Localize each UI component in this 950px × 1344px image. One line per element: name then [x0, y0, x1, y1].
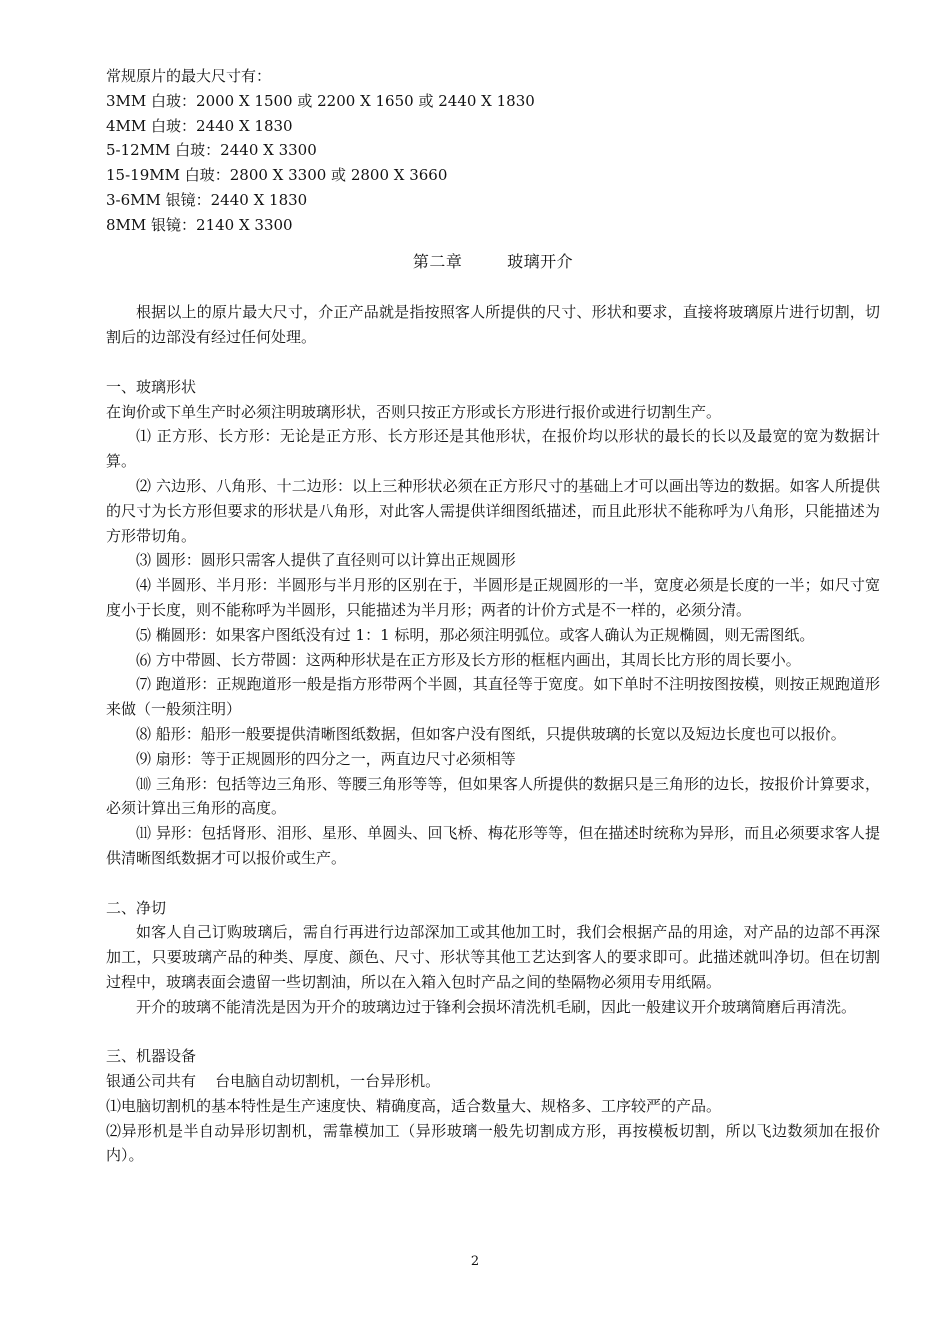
size-line: 5-12MM 白玻：2440 X 3300 — [106, 141, 317, 160]
size-line: 4MM 白玻：2440 X 1830 — [106, 116, 293, 135]
shape-item: ⑺ 跑道形：正规跑道形一般是指方形带两个半圆，其直径等于宽度。如下单时不注明按图按模，则按正规跑道形来做（一般须注明） — [106, 675, 880, 719]
size-line: 15-19MM 白玻：2800 X 3300 或 2800 X 3660 — [106, 166, 448, 185]
chapter-title: 第二章 玻璃开介 — [412, 251, 574, 271]
section-line: ⑵异形机是半自动异形切割机，需靠模加工（异形玻璃一般先切割成方形，再按模板切割，所以飞边数须加在报价内）。 — [106, 1121, 880, 1165]
shape-item: ⑶ 圆形：圆形只需客人提供了直径则可以计算出正规圆形 — [136, 551, 516, 570]
page-number: 2 — [470, 1254, 480, 1269]
shape-item: ⑽ 三角形：包括等边三角形、等腰三角形等等，但如果客人所提供的数据只是三角形的边长，按报价计算要求，必须计算出三角形的高度。 — [106, 774, 880, 818]
shape-item: ⑷ 半圆形、半月形：半圆形与半月形的区别在于，半圆形是正规圆形的一半，宽度必须是长度的一半；如尺寸宽度小于长度，则不能称呼为半圆形，只能描述为半月形；两者的计价方式是不一样的，必须分清。 — [106, 576, 880, 619]
section-heading: 二、净切 — [106, 898, 167, 917]
size-line: 8MM 银镜：2140 X 3300 — [106, 215, 293, 234]
section-glass-shapes — [106, 375, 880, 871]
shape-item: ⑴ 正方形、长方形：无论是正方形、长方形还是其他形状，在报价均以形状的最长的长以及最宽的宽为数据计算。 — [106, 427, 880, 471]
sizes-intro: 常规原片的最大尺寸有： — [106, 67, 272, 85]
section-paragraph: 开介的玻璃不能清洗是因为开介的玻璃边过于锋利会损坏清洗机毛刷，因此一般建议开介玻璃简磨后再清洗。 — [136, 997, 857, 1016]
section-paragraph: 如客人自己订购玻璃后，需自行再进行边部深加工或其他加工时，我们会根据产品的用途，对产品的边部不再深加工，只要玻璃产品的种类、厚度、颜色、尺寸、形状等其他工艺达到客人的要求即可。此描述就叫净切。但在切割过程中，玻璃表面会遗留一些切割油，所以在入箱入包时产品之间的垫隔物必须用专用纸隔。 — [106, 923, 880, 991]
size-line: 3-6MM 银镜：2440 X 1830 — [106, 190, 308, 209]
section-lead: 在询价或下单生产时必须注明玻璃形状，否则只按正方形或长方形进行报价或进行切割生产。 — [106, 402, 722, 421]
shape-item: ⑻ 船形：船形一般要提供清晰图纸数据，但如客户没有图纸，只提供玻璃的长宽以及短边长度也可以报价。 — [136, 724, 846, 743]
shape-item: ⑼ 扇形：等于正规圆形的四分之一，两直边尺寸必须相等 — [136, 749, 516, 768]
size-line: 3MM 白玻：2000 X 1500 或 2200 X 1650 或 2440 X 1830 — [106, 91, 535, 110]
page-content — [106, 64, 880, 1168]
section-line: ⑴电脑切割机的基本特性是生产速度快、精确度高，适合数量大、规格多、工序较严的产品。 — [106, 1096, 722, 1115]
section-heading: 三、机器设备 — [106, 1047, 197, 1066]
shape-item: ⑾ 异形：包括肾形、泪形、星形、单圆头、回飞桥、梅花形等等，但在描述时统称为异形，而且必须要求客人提供清晰图纸数据才可以报价或生产。 — [106, 824, 880, 867]
intro-paragraph: 根据以上的原片最大尺寸，介正产品就是指按照客人所提供的尺寸、形状和要求，直接将玻璃原片进行切割，切割后的边部没有经过任何处理。 — [106, 303, 880, 347]
section-line: 银通公司共有 台电脑自动切割机，一台异形机。 — [106, 1072, 441, 1091]
original-sheet-sizes — [106, 64, 880, 238]
section-heading: 一、玻璃形状 — [106, 377, 197, 396]
section-clean-cut — [106, 896, 880, 1020]
section-machinery — [106, 1044, 880, 1168]
shape-item: ⑹ 方中带圆、长方带圆：这两种形状是在正方形及长方形的框框内画出，其周长比方形的周长要小。 — [136, 650, 801, 669]
shape-item: ⑸ 椭圆形：如果客户图纸没有过 1：1 标明，那必须注明弧位。或客人确认为正规椭圆，则无需图纸。 — [136, 625, 815, 644]
shape-item: ⑵ 六边形、八角形、十二边形：以上三种形状必须在正方形尺寸的基础上才可以画出等边的数据。如客人所提供的尺寸为长方形但要求的形状是八角形，对此客人需提供详细图纸描述，而且此形状不能称呼为八角形，只能描述为方形带切角。 — [106, 476, 880, 545]
